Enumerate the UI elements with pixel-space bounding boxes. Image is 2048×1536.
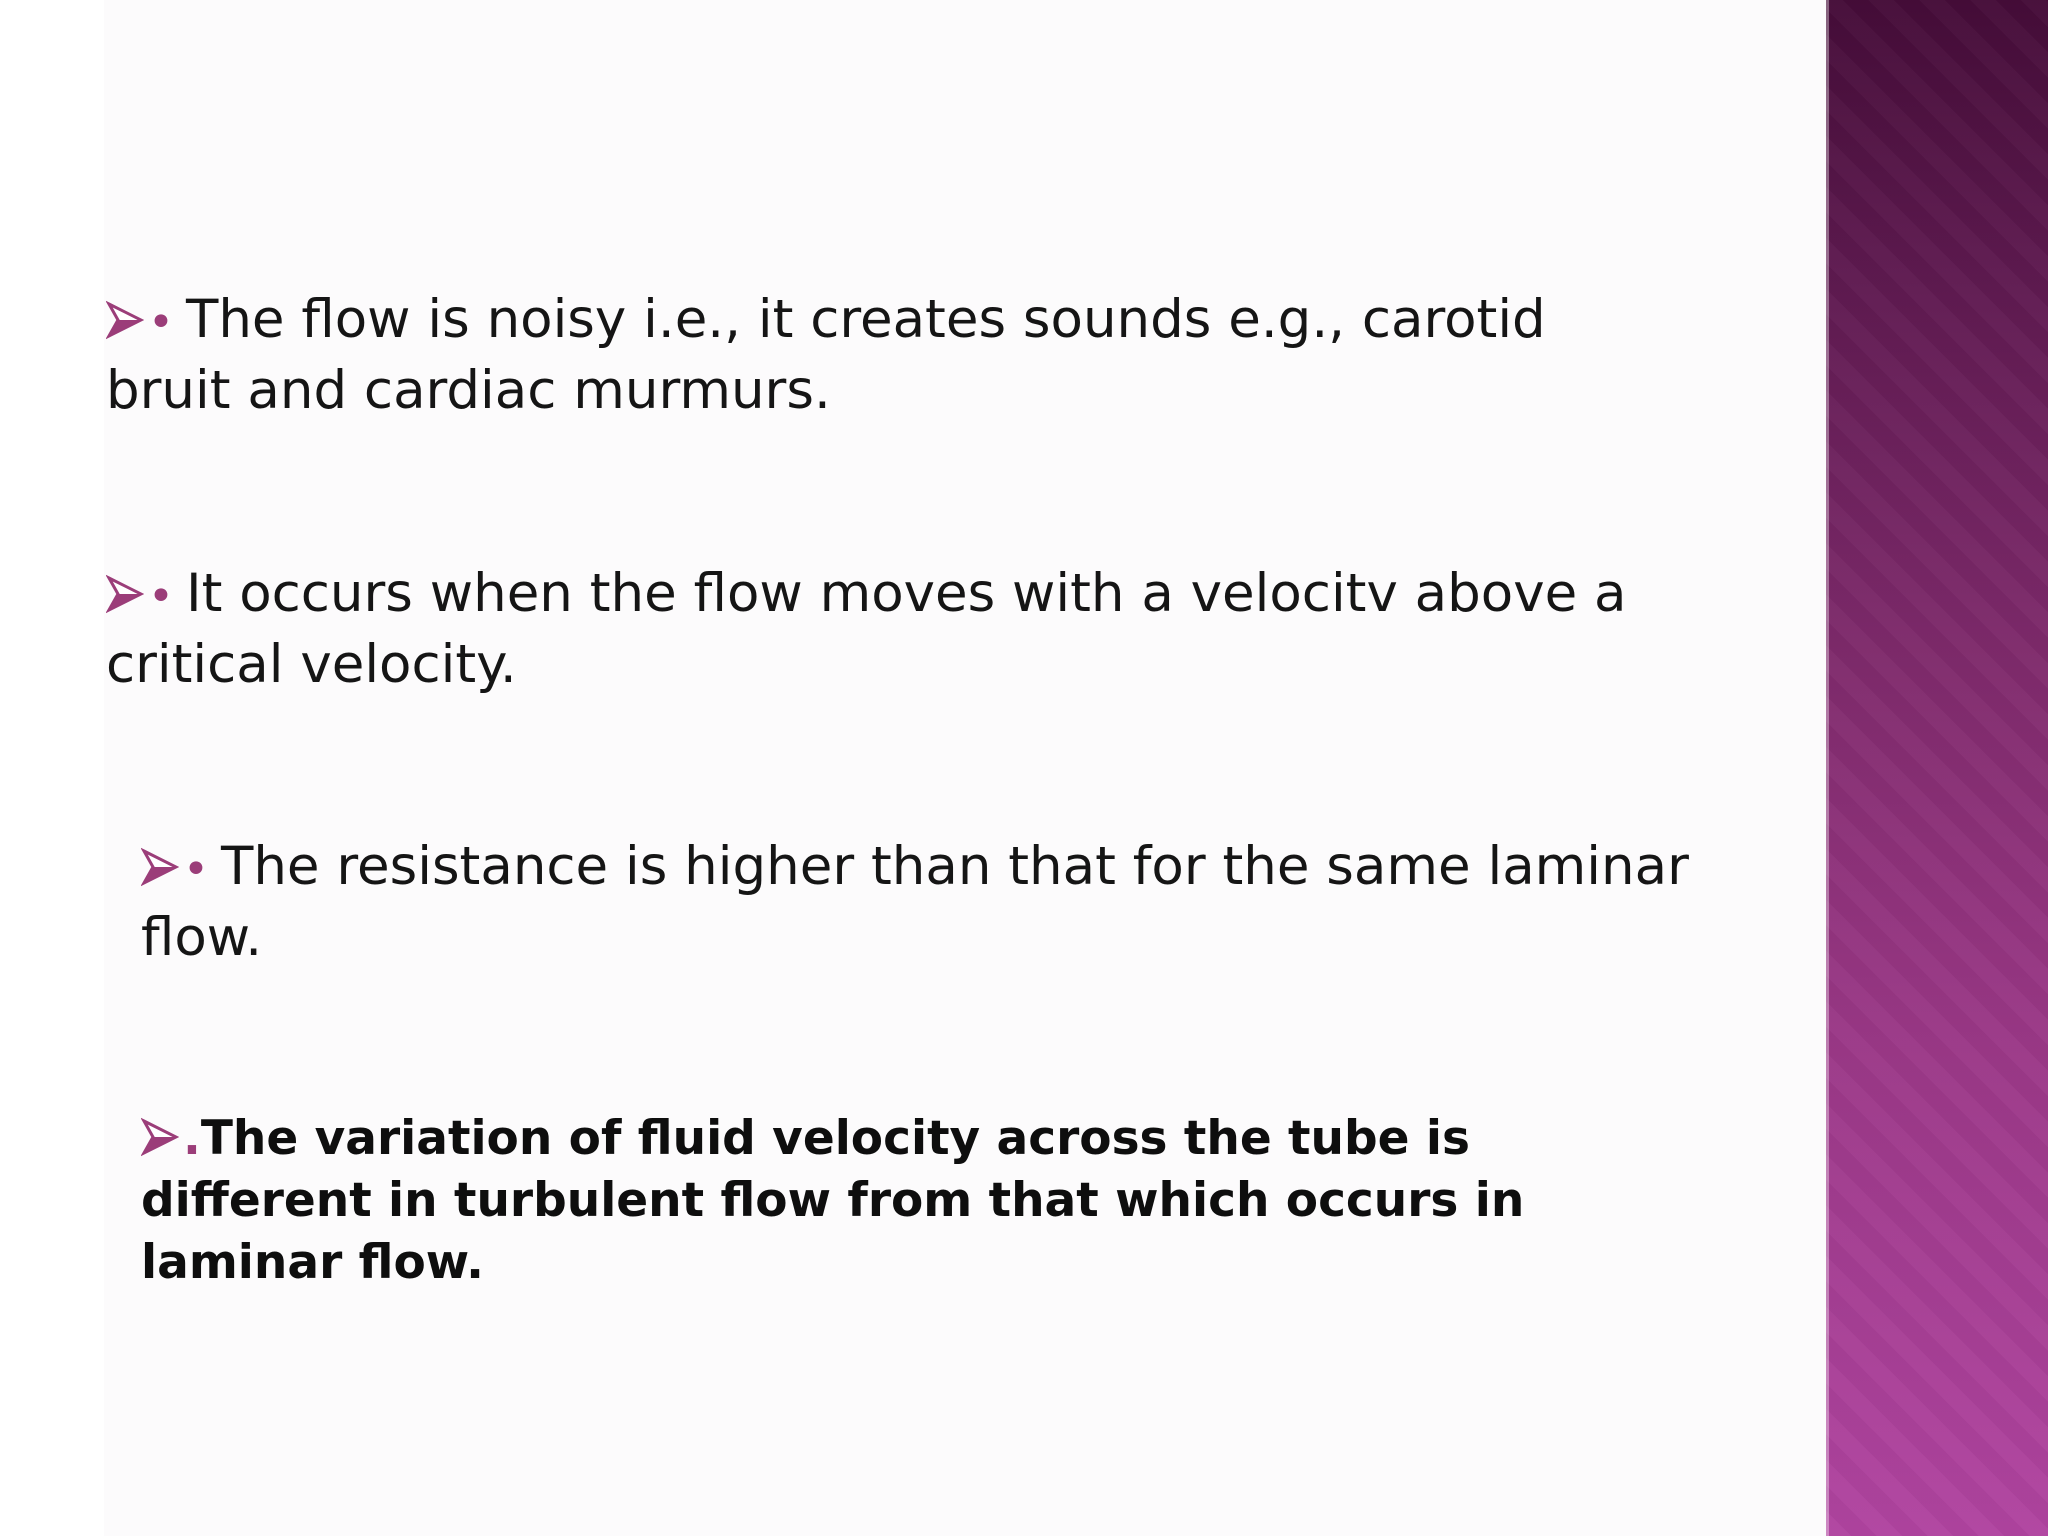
arrow-bullet-icon [106, 299, 144, 341]
bullet-text: The flow is noisy i.e., it creates sounds e.g., carotid bruit and cardiac murmurs. [106, 289, 1546, 421]
bullet-item [141, 1108, 1701, 1294]
arrow-bullet-icon [141, 846, 179, 888]
decorative-side-band [1826, 0, 2048, 1536]
period-marker: . [183, 1111, 201, 1166]
dot-marker: • [148, 297, 174, 348]
dot-marker: • [148, 571, 174, 622]
bullet-text: The resistance is higher than that for the same laminar flow. [141, 836, 1689, 968]
arrow-bullet-icon [106, 573, 144, 615]
bullet-text: The variation of fluid velocity across the tube is different in turbulent flow from that which occurs in laminar flow. [141, 1111, 1525, 1290]
slide-content-area [104, 0, 1826, 1536]
dot-marker: • [183, 844, 209, 895]
bullet-item [141, 833, 1701, 972]
arrow-bullet-icon [141, 1116, 179, 1158]
bullet-text: It occurs when the flow moves with a velocitv above a critical velocity. [106, 563, 1627, 695]
bullet-item [106, 286, 1606, 425]
bullet-item [106, 560, 1666, 699]
